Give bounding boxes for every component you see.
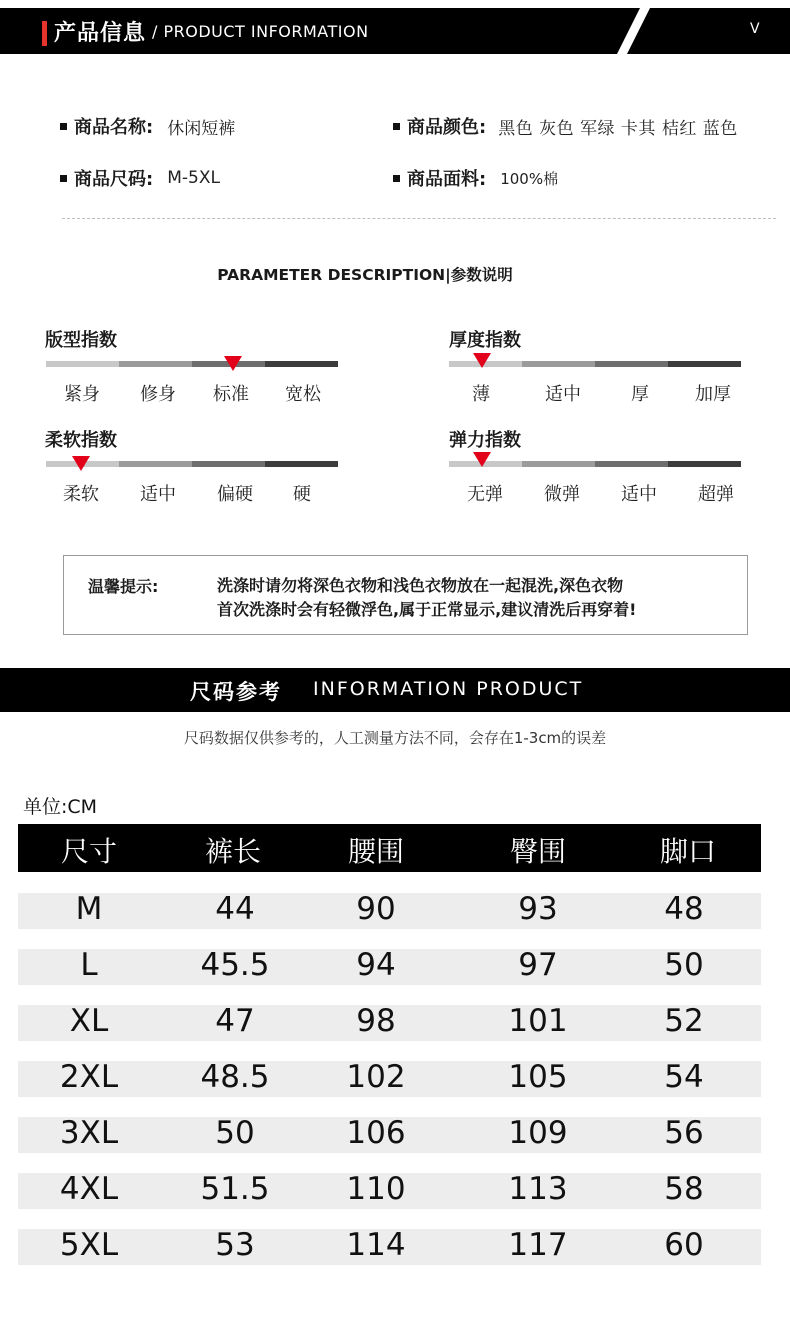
info-label: 商品面料: xyxy=(407,169,487,190)
index-label: 适中 xyxy=(140,484,176,505)
index-scale-bar xyxy=(46,361,338,367)
info-product-name xyxy=(60,113,235,139)
table-header-cell: 脚口 xyxy=(659,835,716,868)
table-cell: L xyxy=(80,947,98,983)
table-cell: 53 xyxy=(215,1227,255,1263)
index-label: 紧身 xyxy=(64,384,100,405)
table-cell: 114 xyxy=(346,1227,406,1263)
index-scale-bar xyxy=(449,461,741,467)
tip-label: 温馨提示: xyxy=(88,577,159,596)
info-label: 商品尺码: xyxy=(74,169,154,190)
table-cell: 58 xyxy=(664,1171,704,1207)
index-label: 适中 xyxy=(545,384,581,405)
table-cell: XL xyxy=(69,1003,109,1039)
info-label: 商品颜色: xyxy=(407,117,487,138)
table-row xyxy=(18,893,761,929)
table-cell: 56 xyxy=(664,1115,704,1151)
index-label: 硬 xyxy=(293,484,311,505)
info-value: M-5XL xyxy=(167,168,220,188)
table-cell: 60 xyxy=(664,1227,704,1263)
table-cell: M xyxy=(75,891,103,927)
size-reference-header xyxy=(0,668,790,712)
table-cell: 2XL xyxy=(59,1059,119,1095)
table-header-cell: 腰围 xyxy=(347,835,404,868)
index-label: 适中 xyxy=(621,484,657,505)
index-label: 超弹 xyxy=(698,484,734,505)
index-title: 厚度指数 xyxy=(449,330,521,351)
bullet-square-icon xyxy=(60,175,67,182)
header-corner-mark: V xyxy=(750,21,760,37)
index-label: 柔软 xyxy=(63,484,99,505)
table-cell: 97 xyxy=(518,947,558,983)
index-label: 无弹 xyxy=(467,484,503,505)
size-reference-subtitle: INFORMATION PRODUCT xyxy=(313,678,584,700)
table-cell: 48 xyxy=(664,891,704,927)
table-row xyxy=(18,1173,761,1209)
dashed-divider xyxy=(62,218,776,219)
selected-marker-icon xyxy=(224,356,242,371)
table-header-cell: 臀围 xyxy=(509,835,566,868)
tip-text xyxy=(217,574,737,622)
info-value: 100%棉 xyxy=(500,169,559,188)
info-value: 黑色 灰色 军绿 卡其 桔红 蓝色 xyxy=(498,118,738,139)
table-cell: 48.5 xyxy=(200,1059,270,1095)
table-row xyxy=(18,949,761,985)
index-label: 微弹 xyxy=(544,484,580,505)
table-cell: 90 xyxy=(356,891,396,927)
measurement-note: 尺码数据仅供参考的，人工测量方法不同，会存在1-3cm的误差 xyxy=(183,729,607,747)
table-cell: 101 xyxy=(508,1003,568,1039)
parameter-title: PARAMETER DESCRIPTION|参数说明 xyxy=(217,266,513,284)
product-info-header xyxy=(0,8,790,54)
table-cell: 4XL xyxy=(59,1171,119,1207)
info-product-size xyxy=(60,165,220,191)
header-accent-bar xyxy=(42,21,47,46)
table-cell: 105 xyxy=(508,1059,568,1095)
index-title: 柔软指数 xyxy=(45,430,117,451)
bullet-square-icon xyxy=(60,123,67,130)
table-row xyxy=(18,1061,761,1097)
table-cell: 50 xyxy=(664,947,704,983)
index-label: 修身 xyxy=(140,384,176,405)
index-label: 薄 xyxy=(472,384,490,405)
table-cell: 93 xyxy=(518,891,558,927)
info-label: 商品名称: xyxy=(74,117,154,138)
bullet-square-icon xyxy=(393,175,400,182)
index-label: 加厚 xyxy=(695,384,731,405)
index-title: 弹力指数 xyxy=(449,430,521,451)
washing-tip-box xyxy=(63,555,748,635)
size-table-header xyxy=(18,824,761,872)
table-cell: 51.5 xyxy=(200,1171,270,1207)
size-reference-title: 尺码参考 xyxy=(190,680,282,704)
table-header-cell: 裤长 xyxy=(204,835,261,868)
table-cell: 5XL xyxy=(59,1227,119,1263)
table-row xyxy=(18,1005,761,1041)
index-label: 标准 xyxy=(213,384,249,405)
table-cell: 47 xyxy=(215,1003,255,1039)
table-cell: 44 xyxy=(215,891,255,927)
table-cell: 3XL xyxy=(59,1115,119,1151)
tip-line: 洗涤时请勿将深色衣物和浅色衣物放在一起混洗,深色衣物 xyxy=(217,576,624,595)
table-cell: 117 xyxy=(508,1227,568,1263)
table-cell: 106 xyxy=(346,1115,406,1151)
table-cell: 45.5 xyxy=(200,947,270,983)
table-cell: 113 xyxy=(508,1171,568,1207)
header-title: 产品信息 xyxy=(54,21,147,46)
table-row xyxy=(18,1117,761,1153)
table-cell: 52 xyxy=(664,1003,704,1039)
info-product-fabric xyxy=(393,165,558,191)
bullet-square-icon xyxy=(393,123,400,130)
table-cell: 54 xyxy=(664,1059,704,1095)
tip-line: 首次洗涤时会有轻微浮色,属于正常显示,建议清洗后再穿着! xyxy=(217,600,637,619)
index-scale-bar xyxy=(449,361,741,367)
header-subtitle: / PRODUCT INFORMATION xyxy=(152,22,369,41)
selected-marker-icon xyxy=(473,353,491,368)
table-cell: 50 xyxy=(215,1115,255,1151)
table-row xyxy=(18,1229,761,1265)
selected-marker-icon xyxy=(473,452,491,467)
unit-label: 单位:CM xyxy=(23,796,98,818)
index-label: 宽松 xyxy=(285,384,321,405)
index-title: 版型指数 xyxy=(45,330,117,351)
info-value: 休闲短裤 xyxy=(167,118,236,139)
info-product-color xyxy=(393,113,738,139)
table-cell: 102 xyxy=(346,1059,406,1095)
index-label: 厚 xyxy=(631,384,649,405)
table-cell: 110 xyxy=(346,1171,406,1207)
table-cell: 94 xyxy=(356,947,396,983)
index-label: 偏硬 xyxy=(217,484,253,505)
selected-marker-icon xyxy=(72,456,90,471)
table-cell: 98 xyxy=(356,1003,396,1039)
table-cell: 109 xyxy=(508,1115,568,1151)
table-header-cell: 尺寸 xyxy=(60,835,117,868)
